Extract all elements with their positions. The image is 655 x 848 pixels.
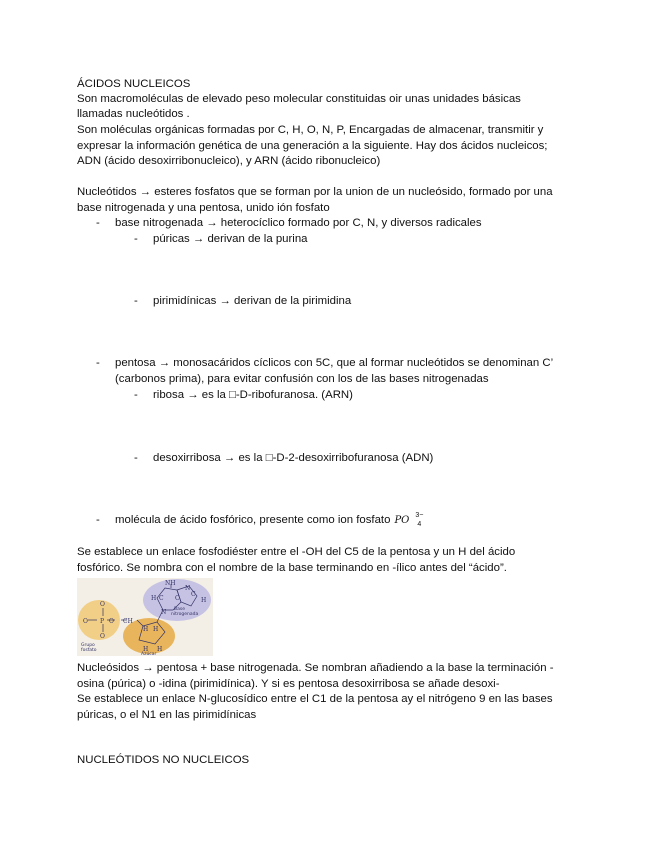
bullet-dash: - [134,389,138,401]
atom-label-h: H [153,626,159,633]
nucleotidos-paragraph-line: Nucleótidos → esteres fosfatos que se forman por la union de un nucleósido, formado por una [77,186,553,198]
phosphate-formula: PO [394,515,410,526]
nucleosidos-paragraph-line: Se establece un enlace N-glucosídico entre el C1 de la pentosa ay el nitrógeno 9 en las bases [77,693,553,705]
intro-line: Son moléculas orgánicas formadas por C, H, O, N, P, Encargadas de almacenar, transmitir y [77,124,544,136]
bullet-dash: - [96,217,100,229]
label-fosfato: fosfato [81,648,97,653]
sublist-item-desoxirribosa: desoxirribosa → es la □-D-2-desoxirribofuranosa (ADN) [153,452,434,464]
list-item-acido-fosforico [115,513,427,528]
sublist-item-pirimidinicas: pirimidínicas → derivan de la pirimidina [153,295,352,307]
bullet-dash: - [134,295,138,307]
atom-label-o: O [100,601,105,608]
nucleosidos-paragraph-line: púricas, o el N1 en las pirimidínicas [77,709,257,721]
list-item-base-nitrogenada: base nitrogenada → heterocíclico formado por C, N, y diversos radicales [115,217,482,229]
atom-label-n: N [185,585,191,592]
sublist-item-puricas: púricas → derivan de la purina [153,233,308,245]
atom-label-p: P [100,618,105,625]
atom-label-nh: NH [165,580,176,587]
nucleotidos-paragraph-line: base nitrogenada y una pentosa, unido ión fosfato [77,202,330,214]
intro-line: Son macromoléculas de elevado peso molecular constituidas oir unas unidades básicas [77,93,521,105]
nucleosidos-paragraph-line: osina (púrica) o -idina (pirimidínica). Y si es pentosa desoxirribosa se añade desoxi- [77,678,500,690]
atom-label-c: C [159,595,164,602]
phosphate-superscript: 3− [415,512,424,519]
section-heading-nucleotidos-no-nucleicos: NUCLEÓTIDOS NO NUCLEICOS [77,754,250,766]
atom-label-o: O [109,618,114,625]
intro-line: ADN (ácido desoxirribonucleico), y ARN (ácido ribonucleico) [77,155,381,167]
label-base: Base [174,607,185,612]
atom-label-c: C [191,591,196,598]
bullet-dash: - [134,452,138,464]
label-grupo: Grupo [81,643,95,648]
nucleotide-structure-figure [77,578,213,656]
atom-label-o: O [100,633,105,640]
page-title: ÁCIDOS NUCLEICOS [77,78,191,90]
bullet-dash: - [96,357,100,369]
label-base-nitrogenada: nitrogenada [171,612,199,617]
atom-label-h: H [201,597,207,604]
acido-fosforico-text: molécula de ácido fosfórico, presente como ion fosfato [115,514,391,526]
bullet-dash: - [134,233,138,245]
intro-line: expresar la información genética de una generación a la siguiente. Hay dos ácidos nucleicos; [77,140,548,152]
enlace-paragraph-line: Se establece un enlace fosfodiéster entre el -OH del C5 de la pentosa y un H del ácido [77,546,516,558]
atom-label-o: O [83,618,88,625]
atom-label-h: H [157,646,163,653]
label-azucar: Azúcar [141,652,157,656]
atom-label-h: H [151,595,157,602]
enlace-paragraph-line: fosfórico. Se nombra con el nombre de la base terminando en -ílico antes del “ácido”. [77,562,507,574]
atom-label-c: C [175,595,180,602]
phosphate-charge [415,513,427,527]
list-item-pentosa: pentosa → monosacáridos cíclicos con 5C, que al formar nucleótidos se denominan C’ [115,357,554,369]
nucleosidos-paragraph-line: Nucleósidos → pentosa + base nitrogenada. Se nombran añadiendo a la base la terminación - [77,662,554,674]
list-item-pentosa-continued: (carbonos prima), para evitar confusión con los de las bases nitrogenadas [115,373,489,385]
atom-label-ch: CH [123,618,133,625]
atom-label-h: H [143,646,149,653]
sublist-item-ribosa: ribosa → es la □-D-ribofuranosa. (ARN) [153,389,353,401]
atom-label-h: H [143,626,149,633]
intro-line: llamadas nucleótidos . [77,108,190,120]
atom-label-n: N [161,609,167,616]
bullet-dash: - [96,514,100,526]
phosphate-subscript: 4 [417,521,422,528]
